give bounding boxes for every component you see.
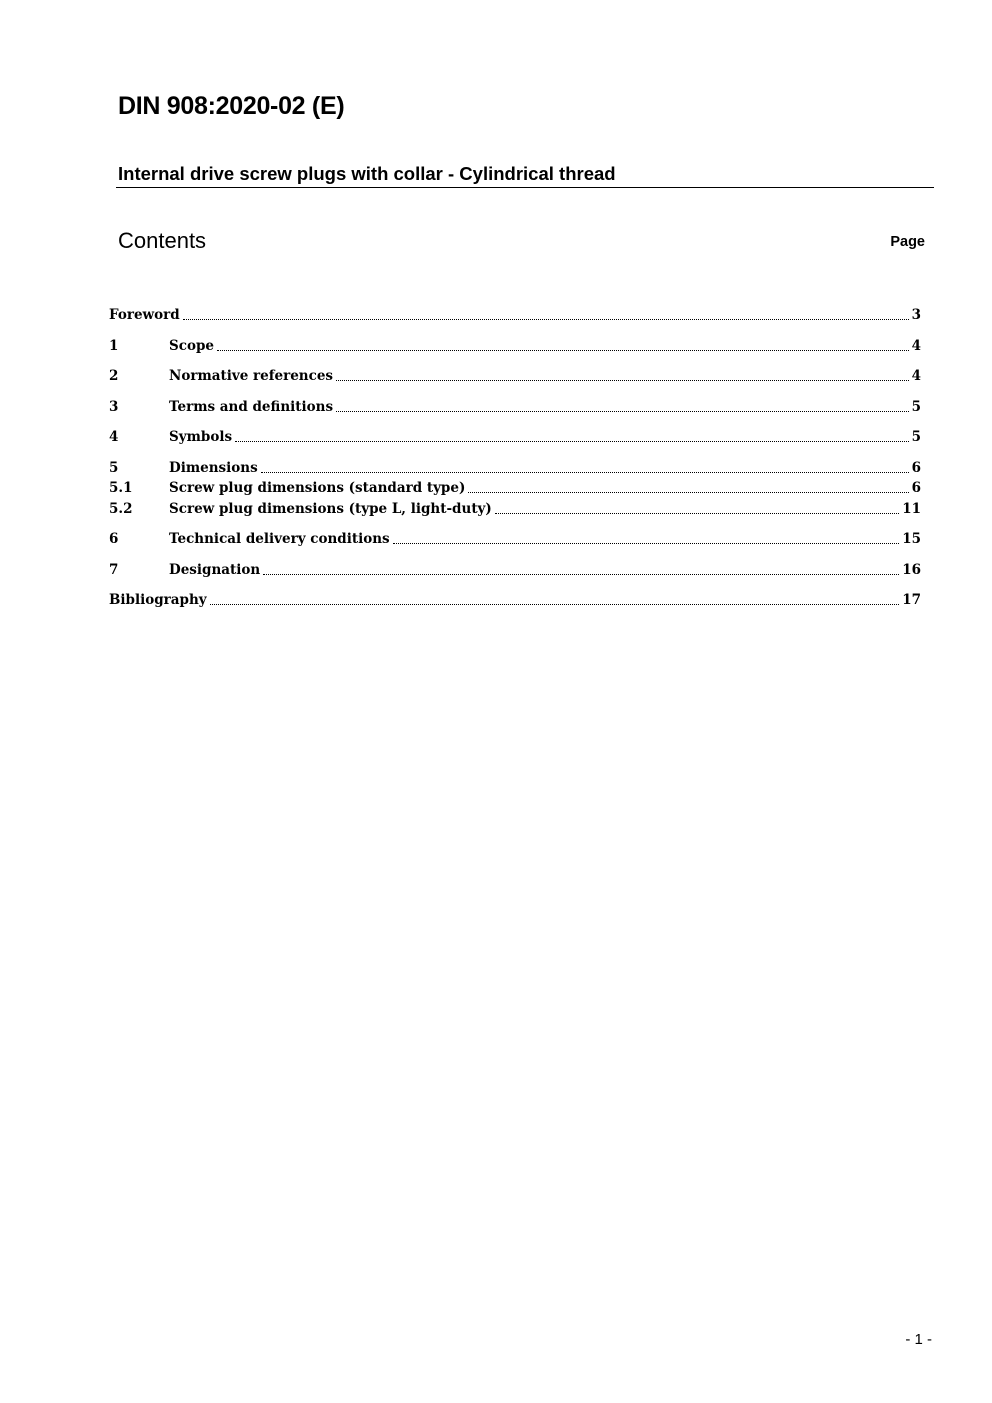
toc-entry-title: Normative references xyxy=(169,368,334,384)
toc-entry-scope[interactable] xyxy=(109,335,921,357)
toc-entry-title: Screw plug dimensions (standard type) xyxy=(169,480,466,496)
toc-entry-type-l-dimensions[interactable] xyxy=(109,498,921,520)
toc-entry-title: Technical delivery conditions xyxy=(169,531,390,547)
toc-dot-leader xyxy=(183,319,909,320)
toc-entry-page: 16 xyxy=(902,562,921,578)
toc-entry-title: Foreword xyxy=(109,307,180,323)
toc-entry-title: Scope xyxy=(169,338,215,354)
toc-entry-number: 4 xyxy=(109,429,119,445)
toc-entry-standard-type-dimensions[interactable] xyxy=(109,477,921,499)
page-column-heading: Page xyxy=(890,234,925,250)
toc-entry-page: 4 xyxy=(911,338,921,354)
toc-dot-leader xyxy=(235,441,909,442)
toc-entry-number: 3 xyxy=(109,399,119,415)
document-id: DIN 908:2020-02 (E) xyxy=(118,92,345,120)
subtitle-rule xyxy=(116,187,934,188)
contents-heading: Contents xyxy=(118,228,207,253)
toc-entry-page: 17 xyxy=(902,592,921,608)
toc-entry-number: 7 xyxy=(109,562,119,578)
toc-entry-page: 6 xyxy=(911,460,921,476)
toc-entry-page: 11 xyxy=(902,501,921,517)
toc-entry-number: 2 xyxy=(109,368,119,384)
toc-entry-page: 6 xyxy=(911,480,921,496)
toc-entry-designation[interactable] xyxy=(109,559,921,581)
toc-entry-dimensions[interactable] xyxy=(109,457,921,479)
toc-dot-leader xyxy=(217,350,909,351)
toc-entry-technical-delivery-conditions[interactable] xyxy=(109,528,921,550)
toc-entry-title: Screw plug dimensions (type L, light-duty) xyxy=(169,501,492,517)
toc-entry-symbols[interactable] xyxy=(109,426,921,448)
toc-dot-leader xyxy=(495,513,899,514)
toc-dot-leader xyxy=(468,492,908,493)
toc-entry-page: 5 xyxy=(911,399,921,415)
toc-entry-title: Dimensions xyxy=(169,460,258,476)
toc-dot-leader xyxy=(336,411,909,412)
toc-entry-terms-and-definitions[interactable] xyxy=(109,396,921,418)
toc-entry-title: Designation xyxy=(169,562,261,578)
page-number: - 1 - xyxy=(905,1331,932,1348)
toc-entry-number: 5.2 xyxy=(109,501,133,517)
toc-dot-leader xyxy=(336,380,909,381)
toc-entry-page: 5 xyxy=(911,429,921,445)
toc-entry-title: Terms and definitions xyxy=(169,399,334,415)
document-subtitle: Internal drive screw plugs with collar - Cylindrical thread xyxy=(118,163,616,184)
toc-dot-leader xyxy=(393,543,900,544)
toc-entry-normative-references[interactable] xyxy=(109,365,921,387)
toc-entry-bibliography[interactable] xyxy=(109,589,921,611)
toc-entry-number: 1 xyxy=(109,338,119,354)
toc-dot-leader xyxy=(261,472,909,473)
toc-dot-leader xyxy=(210,604,900,605)
toc-dot-leader xyxy=(263,574,899,575)
toc-entry-page: 15 xyxy=(902,531,921,547)
toc-entry-page: 3 xyxy=(911,307,921,323)
toc-entry-foreword[interactable] xyxy=(109,304,921,326)
toc-entry-number: 5.1 xyxy=(109,480,133,496)
toc-entry-title: Bibliography xyxy=(109,592,207,608)
toc-entry-number: 5 xyxy=(109,460,119,476)
toc-entry-title: Symbols xyxy=(169,429,233,445)
toc-entry-page: 4 xyxy=(911,368,921,384)
toc-entry-number: 6 xyxy=(109,531,119,547)
